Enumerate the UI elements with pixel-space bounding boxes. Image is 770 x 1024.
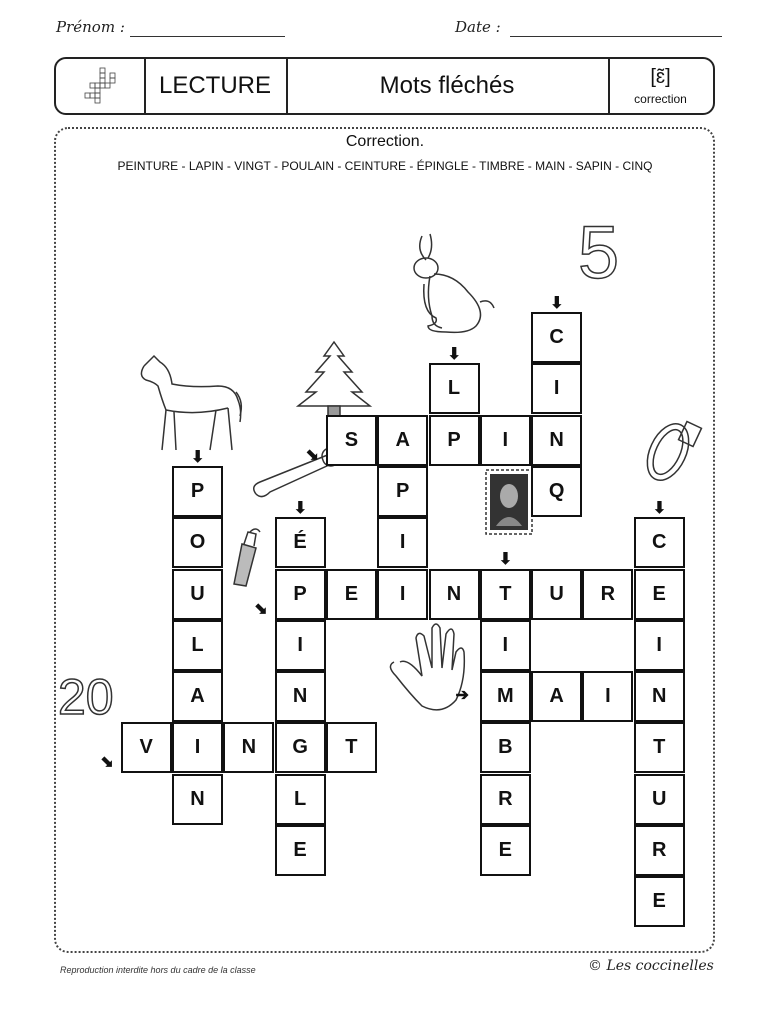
grid-cell[interactable]: É [275, 517, 326, 568]
grid-cell[interactable]: L [275, 774, 326, 825]
arrow-peinture-icon: ⬊ [254, 600, 268, 618]
grid-cell[interactable]: S [326, 415, 377, 466]
five-label: 5 [578, 211, 620, 294]
grid-cell[interactable]: I [480, 620, 531, 671]
panel-title: Correction. [345, 133, 425, 150]
grid-cell[interactable]: M [480, 671, 531, 722]
grid-cell[interactable]: G [275, 722, 326, 773]
grid-cell[interactable]: U [531, 569, 582, 620]
arrow-main-icon: ➔ [455, 687, 469, 705]
grid-cell[interactable]: R [480, 774, 531, 825]
arrow-poulain-icon: ⬇ [191, 448, 205, 466]
grid-cell[interactable]: A [531, 671, 582, 722]
grid-cell[interactable]: U [634, 774, 685, 825]
grid-cell[interactable]: N [531, 415, 582, 466]
word-list: PEINTURE - LAPIN - VINGT - POULAIN - CEINTURE - ÉPINGLE - TIMBRE - MAIN - SAPIN - CINQ [117, 159, 653, 173]
grid-cell[interactable]: P [172, 466, 223, 517]
grid-cell[interactable]: E [634, 569, 685, 620]
grid-cell[interactable]: A [172, 671, 223, 722]
arrow-ceinture-icon: ⬇ [652, 499, 667, 517]
correction-label: correction [634, 92, 687, 106]
grid-cell[interactable]: E [480, 825, 531, 876]
page-title: Mots fléchés [379, 72, 515, 99]
grid-cell[interactable]: N [275, 671, 326, 722]
grid-cell[interactable]: N [634, 671, 685, 722]
grid-cell[interactable]: I [634, 620, 685, 671]
grid-cell[interactable]: P [429, 415, 480, 466]
grid-cell[interactable]: O [172, 517, 223, 568]
arrow-cinq-icon: ⬇ [550, 294, 564, 312]
grid-cell[interactable]: E [275, 825, 326, 876]
lecture-label: LECTURE [158, 72, 272, 99]
grid-cell[interactable]: U [172, 569, 223, 620]
grid-cell[interactable]: I [275, 620, 326, 671]
copyright-notice: Reproduction interdite hors du cadre de la classe [60, 965, 256, 975]
grid-cell[interactable]: I [172, 722, 223, 773]
grid-cell[interactable]: I [377, 569, 428, 620]
grid-cell[interactable]: I [377, 517, 428, 568]
grid-cell[interactable]: R [634, 825, 685, 876]
grid-cell[interactable]: B [480, 722, 531, 773]
grid-cell[interactable]: I [531, 363, 582, 414]
grid-cell[interactable]: T [480, 569, 531, 620]
grid-cell[interactable]: I [582, 671, 633, 722]
grid-cell[interactable]: N [429, 569, 480, 620]
twenty-label: 20 [58, 669, 114, 725]
grid-cell[interactable]: C [531, 312, 582, 363]
grid-cell[interactable]: N [172, 774, 223, 825]
arrow-sapin-icon: ⬊ [305, 446, 319, 464]
grid-cell[interactable]: P [377, 466, 428, 517]
grid-cell[interactable]: V [121, 722, 172, 773]
arrow-lapin-icon: ⬇ [447, 346, 461, 363]
arrow-timbre-icon: ⬇ [498, 551, 513, 569]
grid-cell[interactable]: L [429, 363, 480, 414]
date-label: Date : [455, 18, 501, 36]
grid-cell[interactable]: A [377, 415, 428, 466]
phoneme-label: [ɛ̃] [650, 66, 671, 88]
arrow-epingle-icon: ⬇ [293, 499, 307, 517]
grid-cell[interactable]: L [172, 620, 223, 671]
grid-cell[interactable]: T [634, 722, 685, 773]
grid-cell[interactable]: P [275, 569, 326, 620]
grid-cell[interactable]: C [634, 517, 685, 568]
grid-cell[interactable]: I [480, 415, 531, 466]
grid-cell[interactable]: R [582, 569, 633, 620]
brand-signature: © Les coccinelles [588, 958, 714, 974]
prenom-label: Prénom : [56, 18, 125, 36]
grid-cell[interactable]: N [223, 722, 274, 773]
grid-cell[interactable]: Q [531, 466, 582, 517]
grid-cell[interactable]: E [326, 569, 377, 620]
arrow-vingt-icon: ⬊ [100, 754, 114, 772]
grid-cell[interactable]: E [634, 876, 685, 927]
grid-cell[interactable]: T [326, 722, 377, 773]
